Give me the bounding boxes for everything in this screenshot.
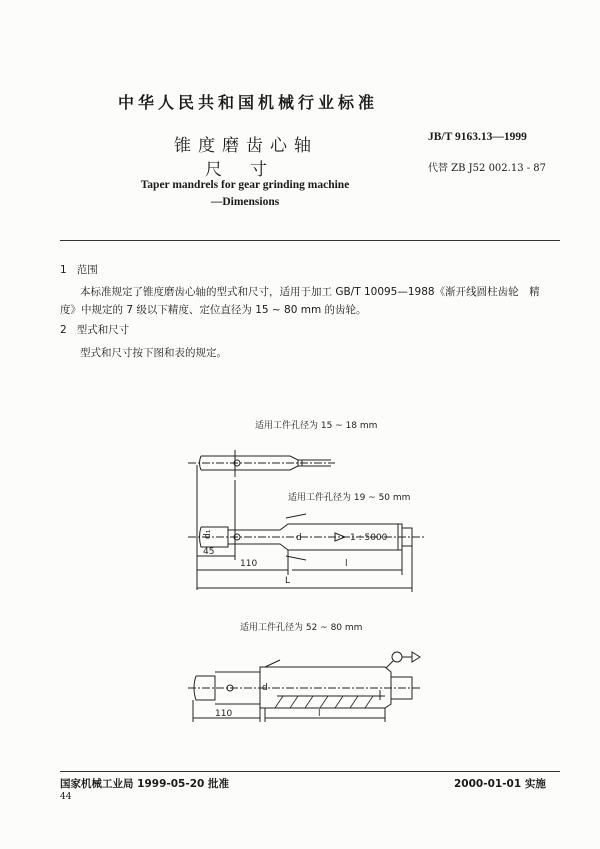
footer-divider xyxy=(60,771,560,772)
dim-110-fig3: 110 xyxy=(215,709,233,719)
dim-45: 45 xyxy=(203,547,215,557)
section-1-heading: 1 范围 xyxy=(60,264,98,276)
taper-ratio: 1 : 5000 xyxy=(350,533,388,543)
section-1-text-cont: 度》中规定的 7 级以下精度、定位直径为 15 ~ 80 mm 的齿轮。 xyxy=(60,304,367,316)
standard-body: 中华人民共和国机械行业标准 xyxy=(118,93,379,112)
approval-info: 国家机械工业局 1999-05-20 批准 xyxy=(60,778,229,790)
section-1-text: 本标准规定了锥度磨齿心轴的型式和尺寸，适用于加工 GB/T 10095—1988《渐开线圆柱齿轮 精 xyxy=(80,286,540,298)
section-2-heading: 2 型式和尺寸 xyxy=(60,324,130,336)
replaces-code: 代替 ZB J52 002.13 - 87 xyxy=(428,163,547,174)
mandrel-drawing-2 xyxy=(188,465,425,592)
fig3-caption: 适用工件孔径为 52 ~ 80 mm xyxy=(240,623,363,633)
dim-l: l xyxy=(345,559,348,569)
dim-l-fig3: l xyxy=(318,709,321,719)
dim-L: L xyxy=(285,576,291,586)
fig2-caption: 适用工件孔径为 19 ~ 50 mm xyxy=(288,493,411,503)
dim-d: d xyxy=(296,533,302,543)
dim-d1: d₁ xyxy=(203,529,213,539)
dim-110: 110 xyxy=(240,559,258,569)
dim-d-fig3: d xyxy=(262,683,268,693)
standard-code: JB/T 9163.13—1999 xyxy=(428,131,527,143)
title-en-sub: —Dimensions xyxy=(210,196,280,208)
title-cn: 锥度磨齿心轴 xyxy=(174,136,318,156)
title-en: Taper mandrels for gear grinding machine xyxy=(140,179,350,191)
implementation-date: 2000-01-01 实施 xyxy=(454,778,546,790)
mandrel-drawing-1 xyxy=(188,450,335,477)
section-2-text: 型式和尺寸按下图和表的规定。 xyxy=(80,347,227,359)
fig1-caption: 适用工件孔径为 15 ~ 18 mm xyxy=(255,421,378,431)
page-number: 44 xyxy=(60,792,72,802)
title-cn-sub: 尺寸 xyxy=(205,160,295,180)
